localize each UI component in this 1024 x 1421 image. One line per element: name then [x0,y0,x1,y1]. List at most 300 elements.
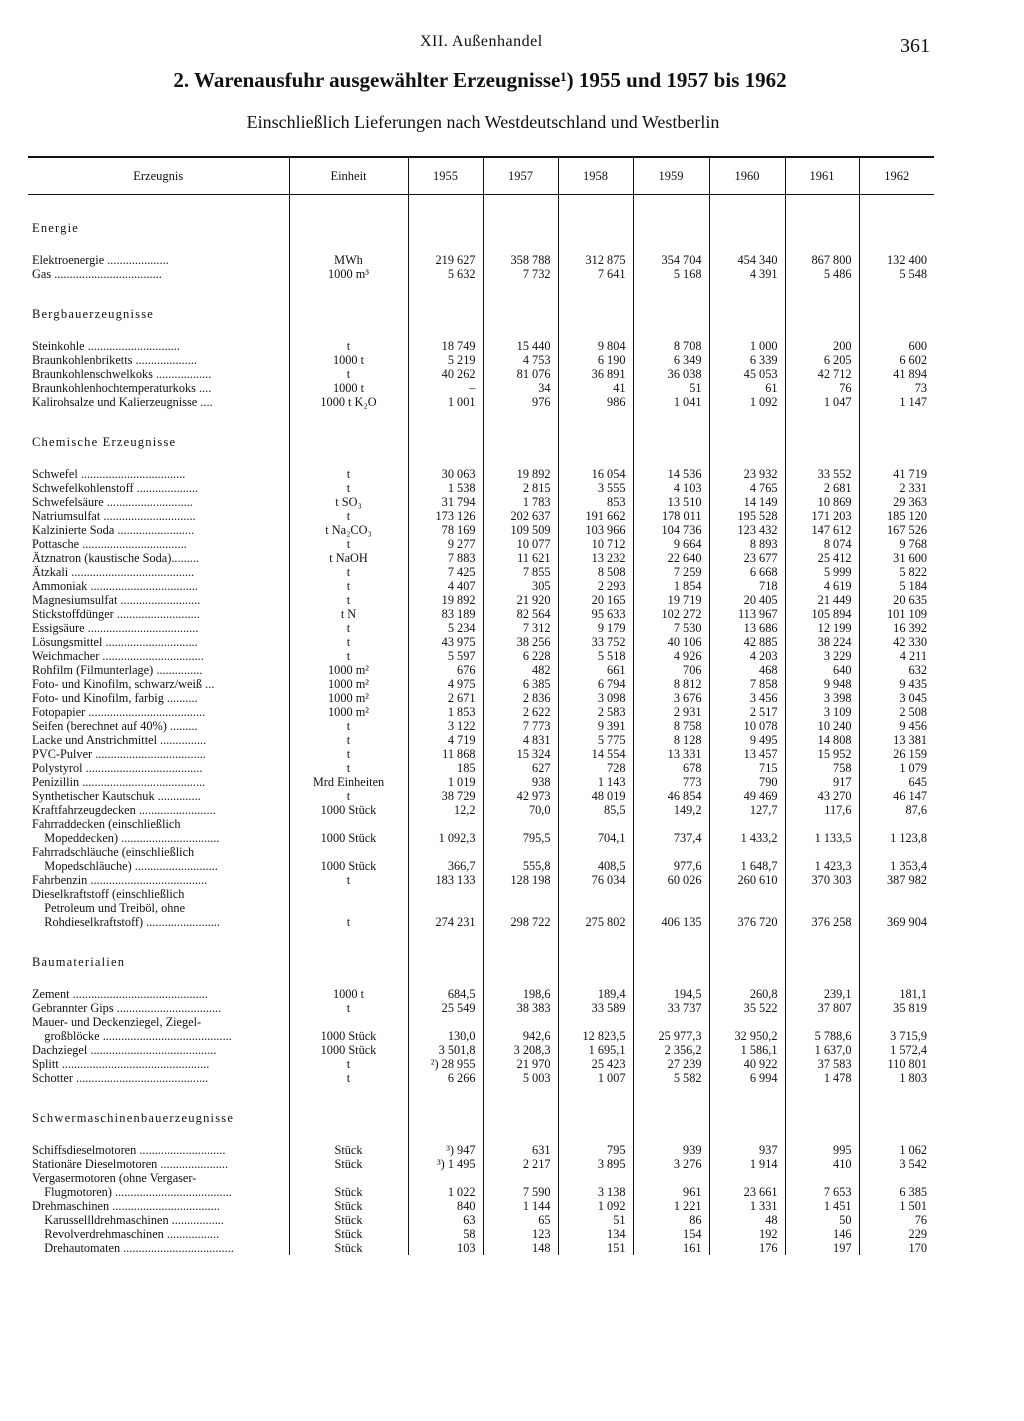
value-cell: 6 994 [709,1071,785,1085]
value-cell: 1 648,7 [709,859,785,873]
value-cell: 5 632 [408,267,483,281]
unit-cell: 1000 Stück [289,859,408,873]
value-cell [859,845,934,859]
spacer-row [28,195,934,218]
value-cell: 1 501 [859,1199,934,1213]
value-cell: 1 123,8 [859,831,934,845]
value-cell: 4 975 [408,677,483,691]
value-cell: 15 952 [785,747,859,761]
empty-cell [709,431,785,453]
table-row [28,607,934,621]
value-cell: 149,2 [633,803,709,817]
value-cell: 9 179 [558,621,633,635]
empty-cell [28,1129,289,1143]
value-cell: 43 975 [408,635,483,649]
value-cell: 4 203 [709,649,785,663]
empty-cell [785,239,859,253]
unit-cell [289,887,408,901]
value-cell: 305 [483,579,558,593]
product-name: Braunkohlenhochtemperaturkoks .... [32,381,212,395]
unit-cell: 1000 m² [289,691,408,705]
value-cell: 5 597 [408,649,483,663]
value-cell: 101 109 [859,607,934,621]
value-cell: 1 803 [859,1071,934,1085]
empty-cell [408,303,483,325]
value-cell: 200 [785,339,859,353]
product-name: Kraftfahrzeugdecken ......................... [32,803,216,817]
empty-cell [785,453,859,467]
column-header: 1962 [859,157,934,195]
table-row [28,817,934,831]
value-cell [483,1171,558,1185]
value-cell: 41 [558,381,633,395]
value-cell: 376 258 [785,915,859,929]
value-cell: 3 098 [558,691,633,705]
table-row [28,831,934,845]
empty-cell [785,1129,859,1143]
value-cell: 1 079 [859,761,934,775]
value-cell: 5 548 [859,267,934,281]
product-name: Magnesiumsulfat .......................... [32,593,201,607]
product-name: Penizillin ........................................ [32,775,206,789]
empty-cell [709,239,785,253]
value-cell: 1 144 [483,1199,558,1213]
value-cell: 704,1 [558,831,633,845]
value-cell: 76 034 [558,873,633,887]
value-cell: 154 [633,1227,709,1241]
product-name: Gebrannter Gips .................................. [32,1001,222,1015]
product-name: Lacke und Anstrichmittel ............... [32,733,207,747]
value-cell: 29 363 [859,495,934,509]
empty-cell [785,973,859,987]
value-cell: 73 [859,381,934,395]
section-heading-row [28,1107,934,1129]
empty-cell [408,1085,483,1107]
empty-cell [859,973,934,987]
value-cell: 9 768 [859,537,934,551]
empty-cell [483,195,558,218]
table-header-row [28,157,934,195]
empty-cell [785,1107,859,1129]
product-name: Stickstoffdünger ........................... [32,607,200,621]
unit-cell: t [289,635,408,649]
product-name: Schwefelkohlenstoff .................... [32,481,199,495]
value-cell: 9 804 [558,339,633,353]
value-cell: 50 [785,1213,859,1227]
chapter-title: XII. Außenhandel [420,33,543,50]
unit-cell: 1000 m² [289,677,408,691]
product-name: Kalzinierte Soda ......................... [32,523,195,537]
value-cell: 18 749 [408,339,483,353]
value-cell: 5 788,6 [785,1029,859,1043]
value-cell: 191 662 [558,509,633,523]
value-cell: 27 239 [633,1057,709,1071]
value-cell: 81 076 [483,367,558,381]
value-cell: 2 508 [859,705,934,719]
value-cell: 1 783 [483,495,558,509]
empty-cell [633,973,709,987]
value-cell: 1 433,2 [709,831,785,845]
value-cell: 2 836 [483,691,558,705]
product-name: Mopedschläuche) ........................... [32,859,218,873]
value-cell: 110 801 [859,1057,934,1071]
value-cell: 7 858 [709,677,785,691]
empty-cell [408,195,483,218]
value-cell: 43 270 [785,789,859,803]
value-cell: 14 149 [709,495,785,509]
empty-cell [709,1085,785,1107]
value-cell: 65 [483,1213,558,1227]
value-cell: 370 303 [785,873,859,887]
table-row [28,901,934,915]
value-cell: 6 794 [558,677,633,691]
value-cell: 917 [785,775,859,789]
value-cell: 454 340 [709,253,785,267]
value-cell [709,901,785,915]
product-name: Fahrbenzin ...................................... [32,873,208,887]
value-cell: 130,0 [408,1029,483,1043]
value-cell: 939 [633,1143,709,1157]
value-cell: 1 221 [633,1199,709,1213]
empty-cell [289,951,408,973]
unit-cell [289,901,408,915]
value-cell: 2 293 [558,579,633,593]
empty-cell [408,281,483,303]
empty-cell [558,1085,633,1107]
empty-cell [859,453,934,467]
value-cell: 369 904 [859,915,934,929]
value-cell [633,887,709,901]
value-cell: 76 [785,381,859,395]
value-cell: 627 [483,761,558,775]
value-cell: 8 893 [709,537,785,551]
empty-cell [709,973,785,987]
empty-cell [483,951,558,973]
value-cell: 86 [633,1213,709,1227]
product-name: Fahrradschläuche (einschließlich [32,845,195,859]
empty-cell [408,325,483,339]
unit-cell [289,817,408,831]
value-cell: 26 159 [859,747,934,761]
value-cell: 5 775 [558,733,633,747]
value-cell: 60 026 [633,873,709,887]
value-cell: 1 147 [859,395,934,409]
table-row [28,761,934,775]
product-name: Rohfilm (Filmunterlage) ............... [32,663,203,677]
value-cell: 6 266 [408,1071,483,1085]
unit-cell: t [289,1001,408,1015]
value-cell: 132 400 [859,253,934,267]
value-cell: 312 875 [558,253,633,267]
value-cell: 3 676 [633,691,709,705]
value-cell: 2 356,2 [633,1043,709,1057]
value-cell: ²) 28 955 [408,1057,483,1071]
value-cell: 2 622 [483,705,558,719]
empty-cell [633,325,709,339]
table-row [28,775,934,789]
empty-cell [408,217,483,239]
unit-cell: t [289,1057,408,1071]
product-name: Braunkohlenbriketts .................... [32,353,197,367]
value-cell: 83 189 [408,607,483,621]
value-cell: 23 677 [709,551,785,565]
value-cell: 6 339 [709,353,785,367]
empty-cell [633,409,709,431]
value-cell: 645 [859,775,934,789]
product-name: Kalirohsalze und Kalierzeugnisse .... [32,395,213,409]
value-cell [558,1015,633,1029]
value-cell: 795 [558,1143,633,1157]
empty-cell [483,239,558,253]
unit-cell: t [289,339,408,353]
table-row [28,873,934,887]
table-row [28,1071,934,1085]
value-cell: 3 229 [785,649,859,663]
value-cell: 678 [633,761,709,775]
table-row [28,635,934,649]
value-cell: 46 854 [633,789,709,803]
empty-cell [633,1129,709,1143]
value-cell: 6 385 [483,677,558,691]
value-cell: 2 583 [558,705,633,719]
value-cell: 8 812 [633,677,709,691]
value-cell: 42 973 [483,789,558,803]
value-cell [408,887,483,901]
unit-cell: t [289,719,408,733]
value-cell: 181,1 [859,987,934,1001]
product-name: Dachziegel ......................................... [32,1043,217,1057]
value-cell: 33 737 [633,1001,709,1015]
empty-cell [859,281,934,303]
value-cell: 19 892 [483,467,558,481]
value-cell: 45 053 [709,367,785,381]
unit-cell: t [289,593,408,607]
empty-cell [28,325,289,339]
value-cell: 1 000 [709,339,785,353]
value-cell: 1 586,1 [709,1043,785,1057]
page-header [0,33,1024,57]
value-cell: 30 063 [408,467,483,481]
unit-cell: t [289,481,408,495]
value-cell: 40 262 [408,367,483,381]
value-cell: – [408,381,483,395]
table-row [28,677,934,691]
value-cell: 41 894 [859,367,934,381]
empty-cell [709,195,785,218]
empty-cell [785,303,859,325]
product-name: Rohdieselkraftstoff) ........................ [32,915,220,929]
value-cell: 12 823,5 [558,1029,633,1043]
product-name: Zement ............................................ [32,987,208,1001]
empty-cell [633,951,709,973]
unit-cell: t [289,747,408,761]
value-cell: 38 224 [785,635,859,649]
value-cell: 103 966 [558,523,633,537]
value-cell: 134 [558,1227,633,1241]
empty-cell [408,973,483,987]
product-name: Ätznatron (kaustische Soda)......... [32,551,199,565]
column-header: 1959 [633,157,709,195]
column-header: Erzeugnis [28,157,289,195]
empty-cell [483,303,558,325]
value-cell: 197 [785,1241,859,1255]
empty-cell [558,217,633,239]
empty-cell [408,951,483,973]
unit-cell [289,1015,408,1029]
value-cell: 5 184 [859,579,934,593]
value-cell: 3 555 [558,481,633,495]
value-cell: 1 019 [408,775,483,789]
value-cell: 8 758 [633,719,709,733]
value-cell: 555,8 [483,859,558,873]
product-name: Weichmacher ................................. [32,649,204,663]
value-cell: 42 330 [859,635,934,649]
value-cell [633,901,709,915]
table-row [28,789,934,803]
empty-cell [859,929,934,951]
value-cell: ³) 1 495 [408,1157,483,1171]
value-cell: 1 007 [558,1071,633,1085]
unit-cell: 1000 t K₂O [289,395,408,409]
value-cell [785,901,859,915]
empty-cell [558,303,633,325]
empty-cell [785,195,859,218]
table-row [28,621,934,635]
value-cell: 21 970 [483,1057,558,1071]
value-cell: 36 891 [558,367,633,381]
value-cell: 3 045 [859,691,934,705]
value-cell: 7 590 [483,1185,558,1199]
value-cell: 14 808 [785,733,859,747]
value-cell: 151 [558,1241,633,1255]
value-cell: 1 478 [785,1071,859,1085]
table-row [28,395,934,409]
empty-cell [483,1085,558,1107]
value-cell: 171 203 [785,509,859,523]
value-cell: 790 [709,775,785,789]
value-cell: 9 948 [785,677,859,691]
spacer-row [28,1129,934,1143]
value-cell: 1 331 [709,1199,785,1213]
value-cell: 715 [709,761,785,775]
value-cell: 178 011 [633,509,709,523]
unit-cell: Stück [289,1157,408,1171]
empty-cell [408,929,483,951]
table-row [28,495,934,509]
value-cell: 8 074 [785,537,859,551]
value-cell [408,1015,483,1029]
value-cell: 942,6 [483,1029,558,1043]
value-cell: 2 815 [483,481,558,495]
value-cell: 95 633 [558,607,633,621]
table-row [28,481,934,495]
value-cell: 42 712 [785,367,859,381]
empty-cell [289,431,408,453]
section-heading-row [28,431,934,453]
product-name: Mopeddecken) ................................ [32,831,220,845]
value-cell: 3 109 [785,705,859,719]
value-cell: 718 [709,579,785,593]
value-cell: 4 753 [483,353,558,367]
table-row [28,339,934,353]
value-cell: 85,5 [558,803,633,817]
table-row [28,1029,934,1043]
empty-cell [483,973,558,987]
empty-cell [709,453,785,467]
value-cell: 5 486 [785,267,859,281]
product-name: PVC-Pulver .................................... [32,747,206,761]
column-header: 1955 [408,157,483,195]
unit-cell: t [289,789,408,803]
value-cell: 1 041 [633,395,709,409]
value-cell [785,817,859,831]
empty-cell [558,195,633,218]
empty-cell [785,929,859,951]
value-cell: 354 704 [633,253,709,267]
value-cell: 9 277 [408,537,483,551]
empty-cell [709,1129,785,1143]
empty-cell [483,1107,558,1129]
value-cell [709,1015,785,1029]
empty-cell [28,239,289,253]
empty-cell [483,281,558,303]
value-cell: 406 135 [633,915,709,929]
empty-cell [859,1085,934,1107]
table-row [28,1157,934,1171]
value-cell: 13 331 [633,747,709,761]
spacer-row [28,453,934,467]
empty-cell [785,431,859,453]
table-row [28,691,934,705]
value-cell: 35 819 [859,1001,934,1015]
product-name: Dieselkraftstoff (einschließlich [32,887,185,901]
empty-cell [785,325,859,339]
empty-cell [709,281,785,303]
value-cell: 7 773 [483,719,558,733]
product-name: Essigsäure .................................... [32,621,199,635]
value-cell [859,901,934,915]
table-row [28,987,934,1001]
value-cell: 366,7 [408,859,483,873]
value-cell: 1 854 [633,579,709,593]
empty-cell [408,239,483,253]
section-heading: Baumaterialien [32,955,126,969]
empty-cell [558,409,633,431]
value-cell: 78 169 [408,523,483,537]
value-cell: 13 510 [633,495,709,509]
value-cell: 1 143 [558,775,633,789]
value-cell: 147 612 [785,523,859,537]
table-row [28,1043,934,1057]
value-cell [859,817,934,831]
value-cell: 127,7 [709,803,785,817]
table-row [28,845,934,859]
value-cell [709,1171,785,1185]
value-cell: 2 217 [483,1157,558,1171]
product-name: Gas ................................... [32,267,162,281]
value-cell: 51 [633,381,709,395]
value-cell: 9 664 [633,537,709,551]
value-cell: 16 392 [859,621,934,635]
value-cell [709,845,785,859]
value-cell: 61 [709,381,785,395]
unit-cell: 1000 t [289,987,408,1001]
empty-cell [709,409,785,431]
unit-cell [289,845,408,859]
value-cell: 37 807 [785,1001,859,1015]
unit-cell: Stück [289,1227,408,1241]
section-heading: Energie [32,221,80,235]
